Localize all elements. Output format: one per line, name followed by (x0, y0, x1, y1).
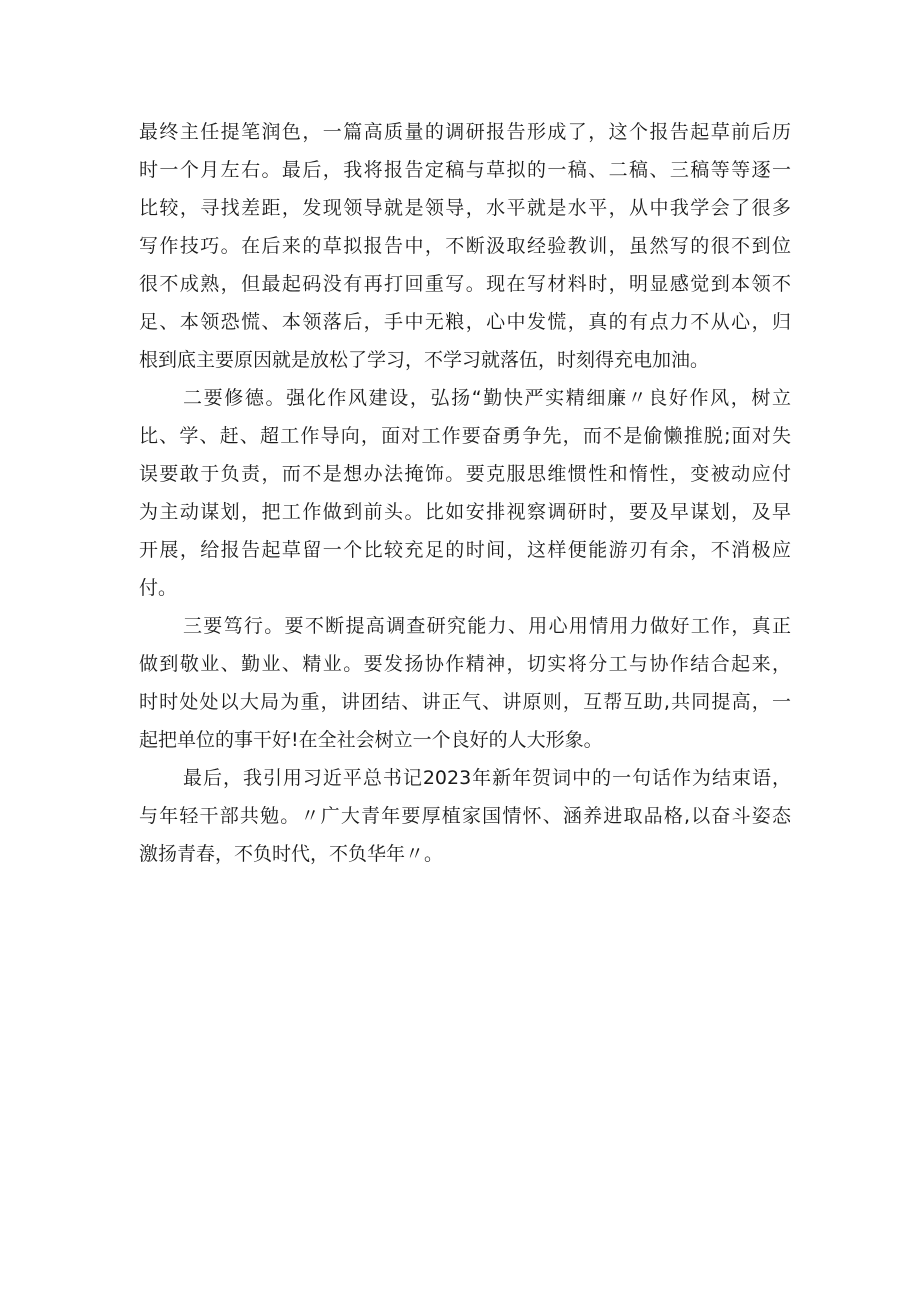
text-line: 最后，我引用习近平总书记2023年新年贺词中的一句话作为结束语， (183, 767, 791, 789)
paragraph-3 (139, 607, 791, 759)
text-line: 二要修德。强化作风建设，弘扬“勤快严实精细廉〃良好作风，树立 (183, 387, 791, 409)
text-line: 根到底主要原因就是放松了学习，不学习就落伍，时刻得充电加油。 (139, 349, 710, 371)
text-line: 写作技巧。在后来的草拟报告中，不断汲取经验教训，虽然写的很不到位 (139, 235, 791, 257)
text-line: 时一个月左右。最后，我将报告定稿与草拟的一稿、二稿、三稿等等逐一 (139, 159, 791, 181)
text-line: 做到敬业、勤业、精业。要发扬协作精神，切实将分工与协作结合起来， (139, 653, 791, 675)
text-line: 比、学、赶、超工作导向，面对工作要奋勇争先，而不是偷懒推脱;面对失 (139, 425, 791, 447)
text-line: 时时处处以大局为重，讲团结、讲正气、讲原则，互帮互助,共同提高，一 (139, 691, 791, 713)
text-line: 误要敢于负责，而不是想办法掩饰。要克服思维惯性和惰性，变被动应付 (139, 463, 791, 485)
paragraph-2 (139, 379, 791, 607)
text-line: 为主动谋划，把工作做到前头。比如安排视察调研时，要及早谋划，及早 (139, 501, 791, 523)
text-line: 很不成熟，但最起码没有再打回重写。现在写材料时，明显感觉到本领不 (139, 273, 791, 295)
text-line: 付。 (139, 577, 178, 599)
paragraph-4 (139, 759, 791, 873)
text-line: 三要笃行。要不断提高调查研究能力、用心用情用力做好工作，真正 (183, 615, 791, 637)
text-line: 最终主任提笔润色，一篇高质量的调研报告形成了，这个报告起草前后历 (139, 121, 791, 143)
text-line: 足、本领恐慌、本领落后，手中无粮，心中发慌，真的有点力不从心，归 (139, 311, 791, 333)
text-line: 与年轻干部共勉。〃广大青年要厚植家国情怀、涵养进取品格,以奋斗姿态 (139, 805, 791, 827)
paragraph-1 (139, 113, 791, 379)
text-line: 起把单位的事干好!在全社会树立一个良好的人大形象。 (139, 729, 603, 751)
document-body (139, 113, 791, 873)
text-line: 开展，给报告起草留一个比较充足的时间，这样便能游刃有余，不消极应 (139, 539, 791, 561)
text-line: 激扬青春，不负时代，不负华年〃。 (139, 843, 444, 865)
text-line: 比较，寻找差距，发现领导就是领导，水平就是水平，从中我学会了很多 (139, 197, 791, 219)
